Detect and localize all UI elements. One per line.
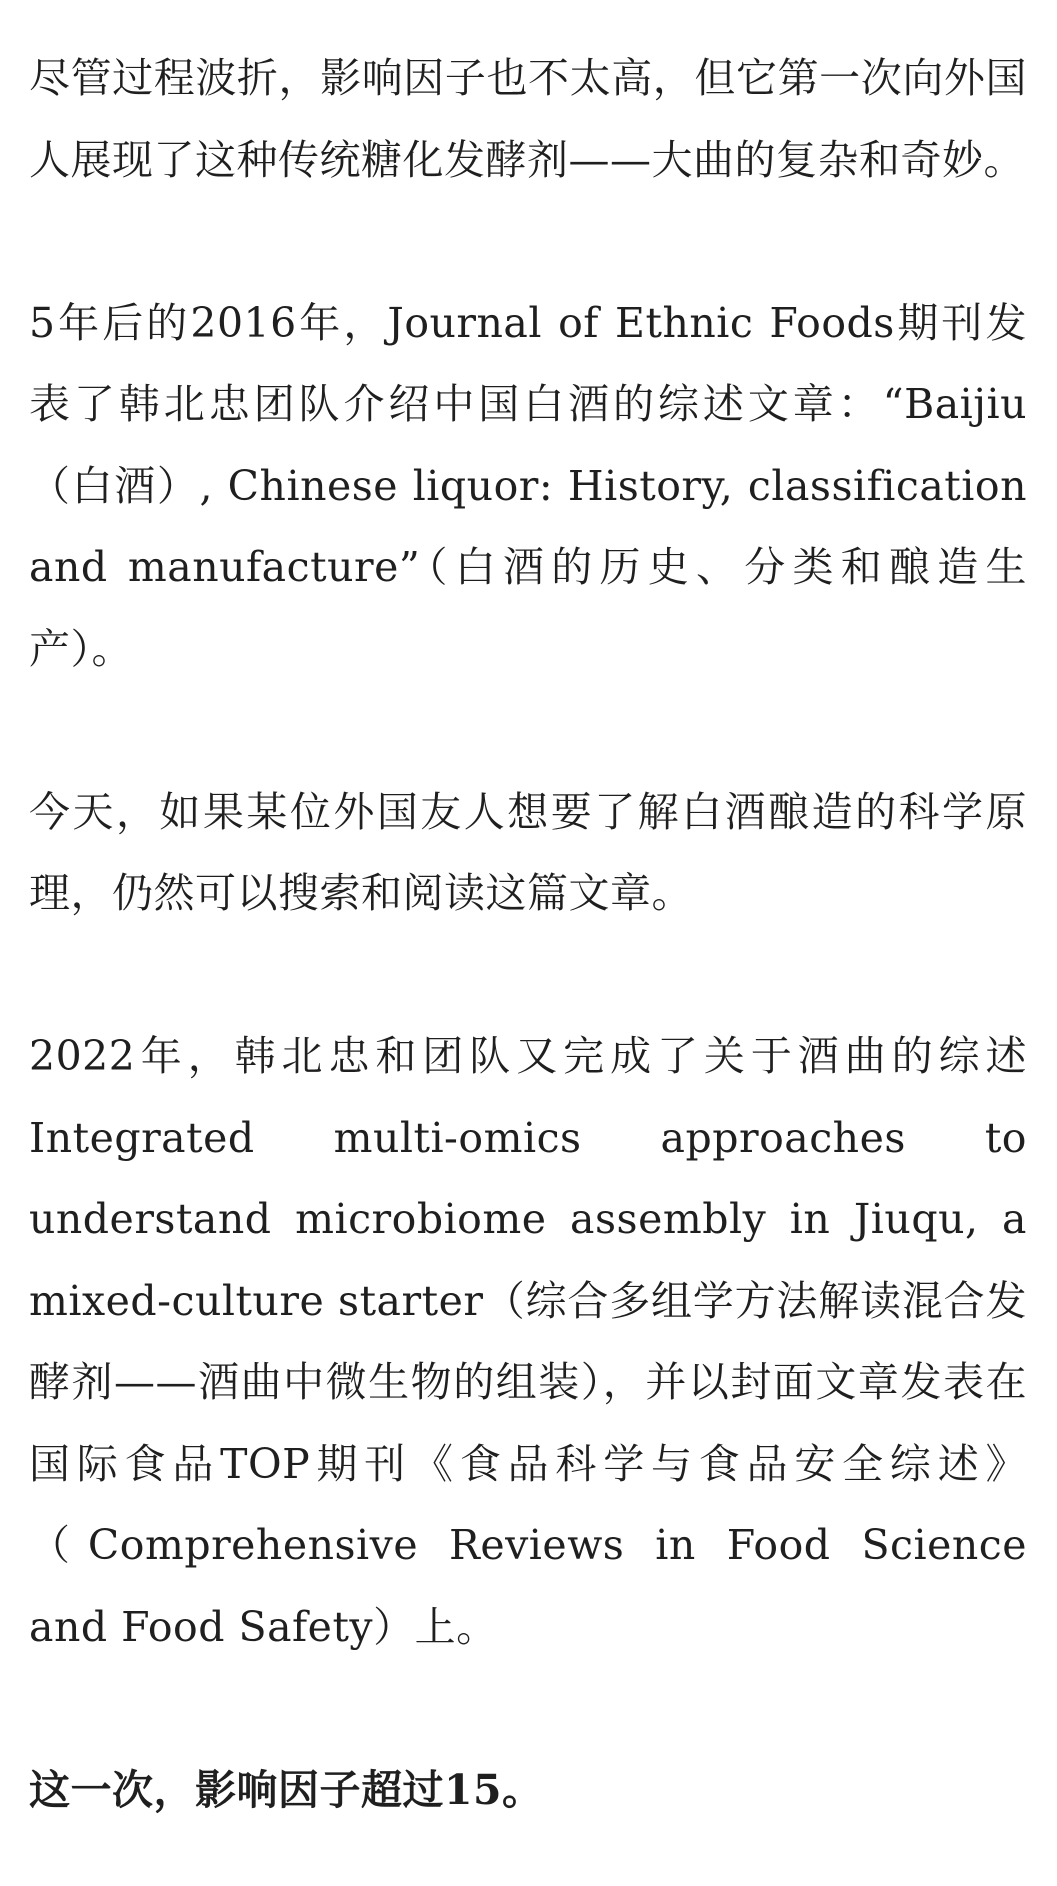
paragraph-today: 今天，如果某位外国友人想要了解白酒酿造的科学原理，仍然可以搜索和阅读这篇文章。: [29, 787, 1027, 917]
paragraph-conclusion: 这一次，影响因子超过15。: [29, 1765, 544, 1814]
paragraph-2016-review: 5年后的2016年，Journal of Ethnic Foods期刊发表了韩北忠团队介绍中国白酒的综述文章：“Baijiu（白酒）, Chinese liquor: History, classification and manufacture”（白酒的历史、分类和酿造生产）。: [29, 298, 1027, 673]
paragraph-2022-review: 2022年，韩北忠和团队又完成了关于酒曲的综述Integrated multi-omics approaches to understand microbiome assembly in Jiuqu, a mixed-culture starter（综合多组学方法解读混合发酵剂——酒曲中微生物的组装），并以封面文章发表在国际食品TOP期刊《食品科学与食品安全综述》（Comprehensive Reviews in Food Science and Food Safety）上。: [29, 1032, 1027, 1651]
paragraph-intro: 尽管过程波折，影响因子也不太高，但它第一次向外国人展现了这种传统糖化发酵剂——大曲的复杂和奇妙。: [29, 54, 1027, 184]
article-body: [29, 38, 1027, 1831]
